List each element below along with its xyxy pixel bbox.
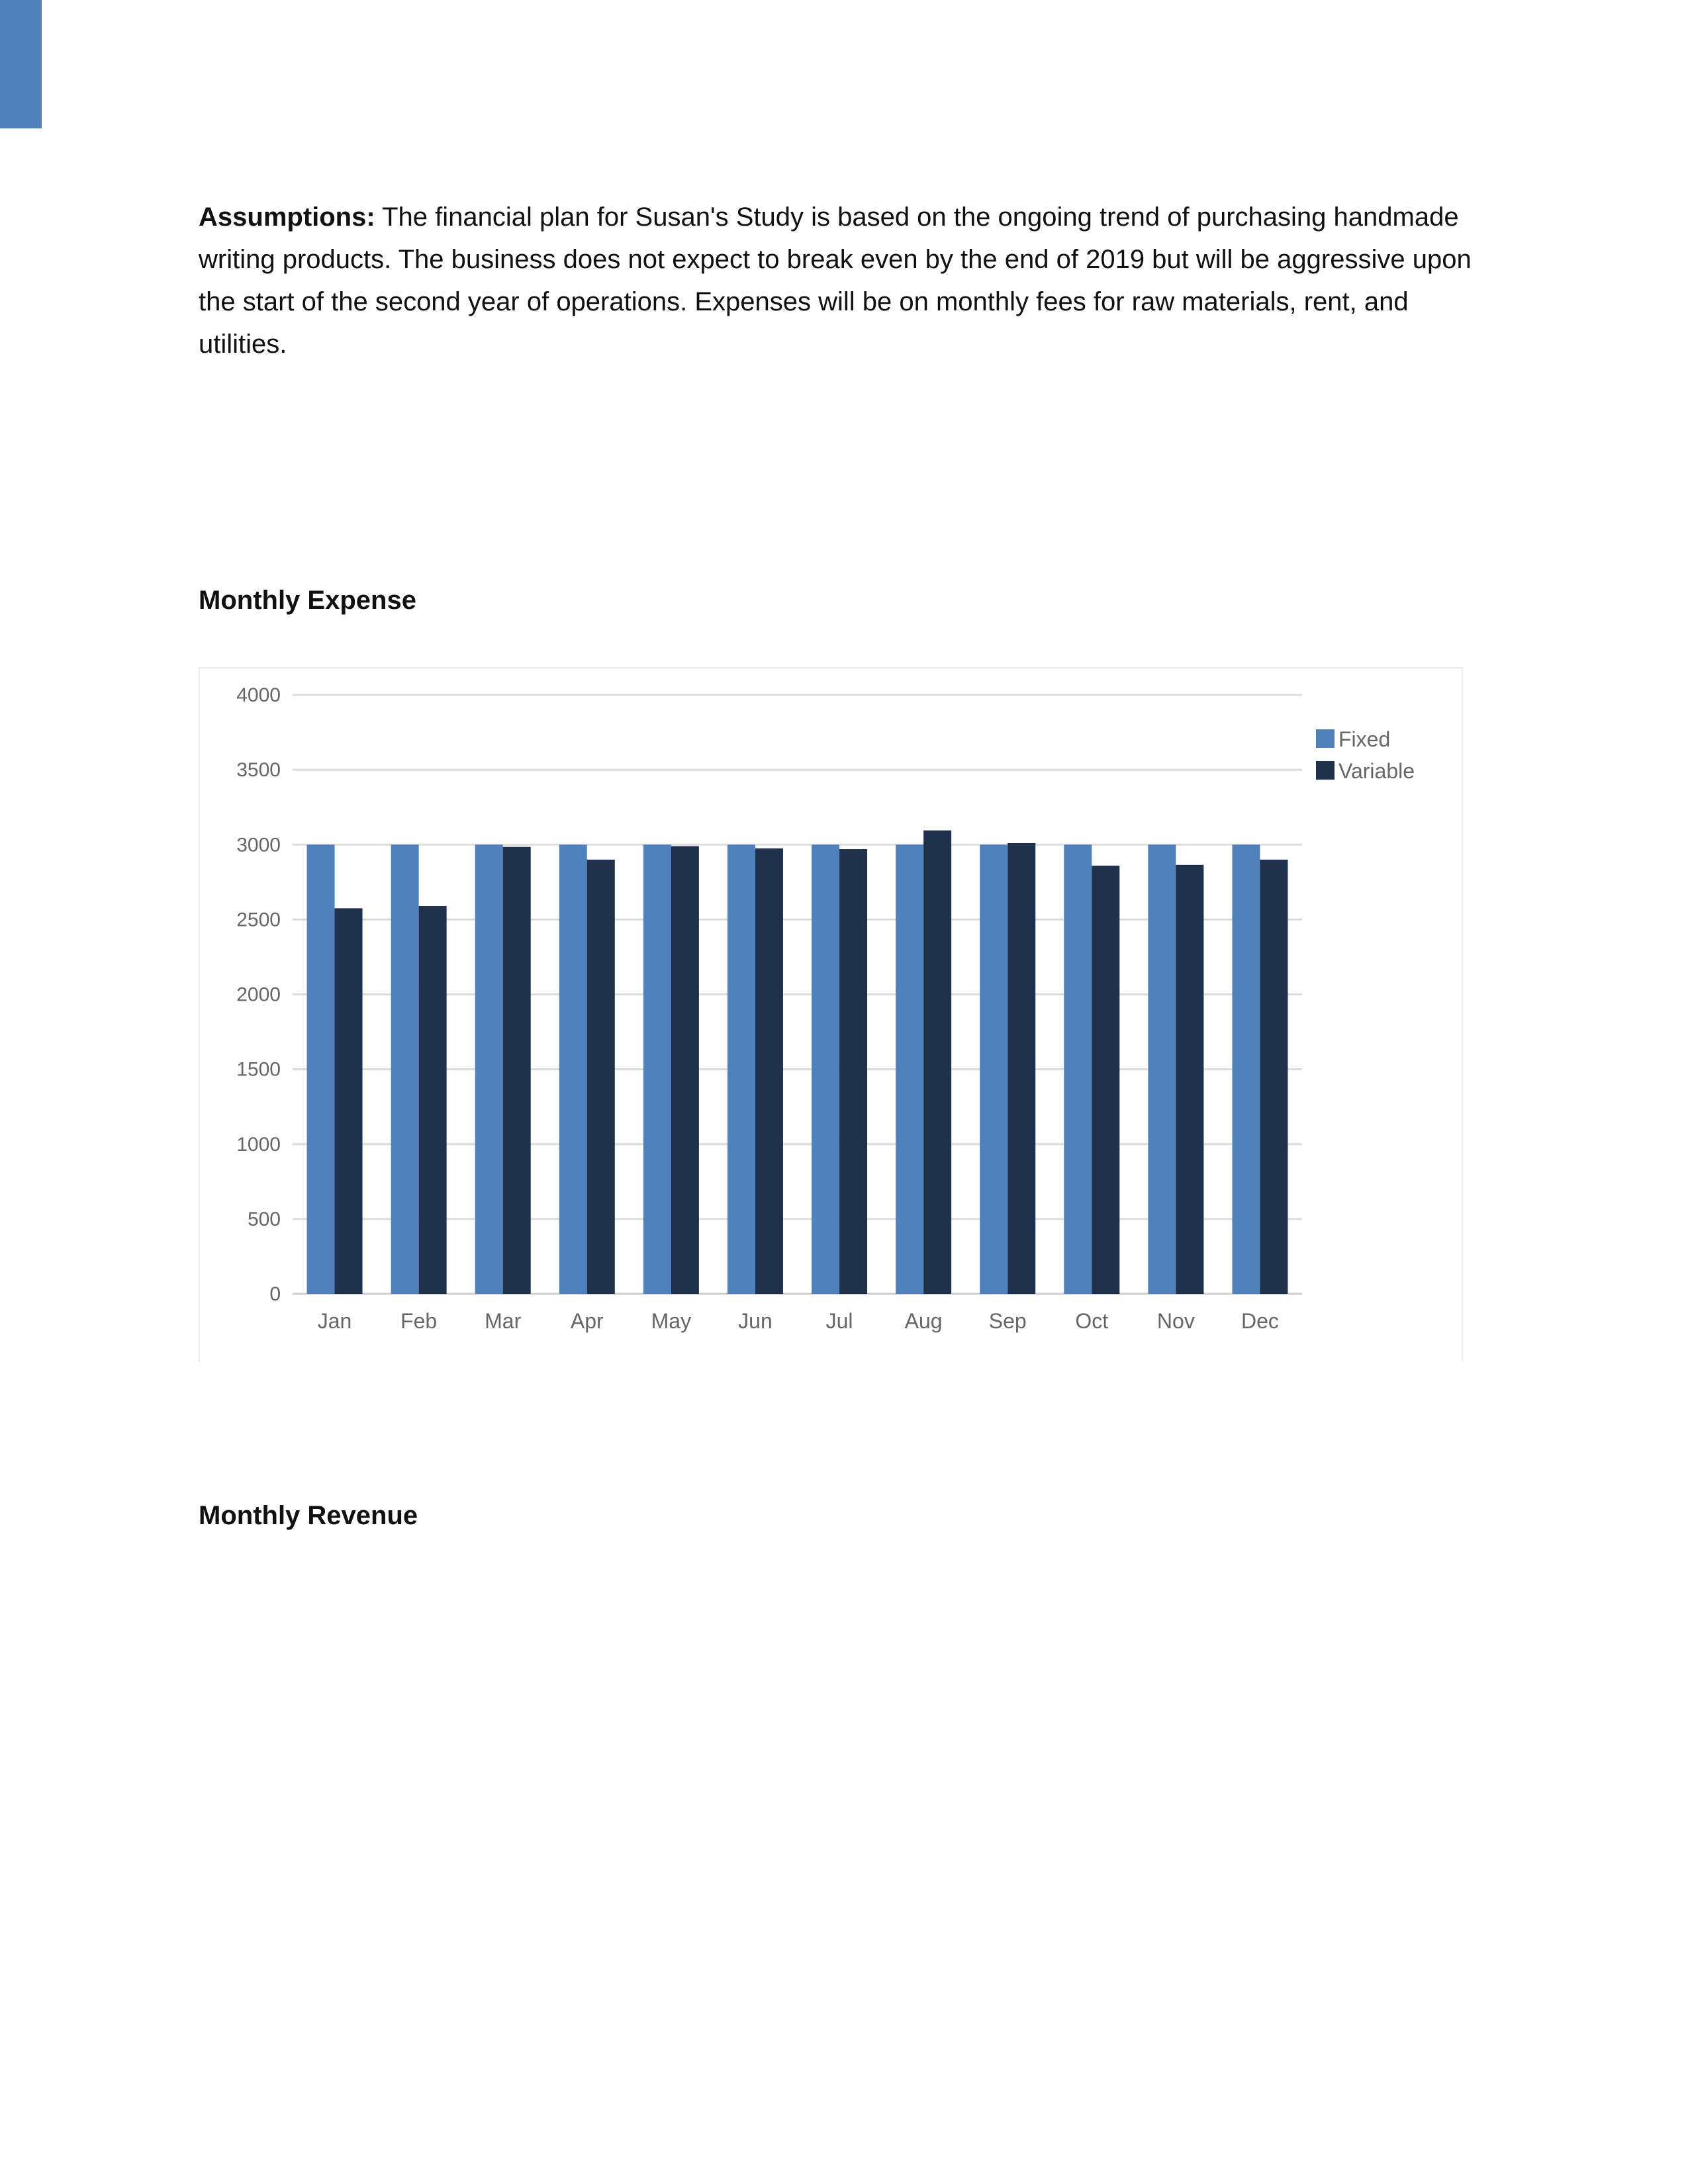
legend-swatch-fixed: [1316, 729, 1335, 748]
bar-fixed-jan: [307, 844, 335, 1294]
bar-fixed-sep: [980, 844, 1008, 1294]
x-tick-label: Jan: [317, 1309, 352, 1333]
y-tick-label: 2000: [236, 983, 281, 1006]
bar-variable-jul: [839, 849, 867, 1294]
heading-monthly-expense: Monthly Expense: [199, 586, 416, 615]
x-tick-label: Dec: [1241, 1309, 1279, 1333]
bar-variable-oct: [1092, 866, 1119, 1294]
x-tick-label: May: [651, 1309, 692, 1333]
bar-variable-dec: [1260, 860, 1288, 1294]
x-tick-label: Aug: [904, 1309, 943, 1333]
bar-variable-apr: [587, 860, 615, 1294]
bar-variable-sep: [1008, 843, 1035, 1294]
y-tick-label: 0: [269, 1283, 281, 1305]
legend-label-variable: Variable: [1338, 759, 1415, 783]
bar-variable-jun: [755, 848, 783, 1294]
assumptions-paragraph: [199, 196, 1489, 365]
x-tick-label: Feb: [400, 1309, 438, 1333]
bar-fixed-dec: [1232, 844, 1260, 1294]
y-tick-label: 3000: [236, 834, 281, 856]
bar-fixed-feb: [391, 844, 419, 1294]
y-tick-label: 3500: [236, 759, 281, 782]
legend-label-fixed: Fixed: [1338, 727, 1391, 751]
bars: [307, 831, 1288, 1294]
bar-fixed-nov: [1148, 844, 1176, 1294]
y-axis-ticks: [236, 684, 281, 1305]
bar-fixed-aug: [896, 844, 923, 1294]
bar-variable-mar: [503, 847, 531, 1294]
corner-accent-tab: [0, 0, 42, 128]
bar-fixed-mar: [475, 844, 503, 1294]
assumptions-text: The financial plan for Susan's Study is based on the ongoing trend of purchasing handmade writing products. The business does not expect to break even by the end of 2019 but will be aggressive upon the start of the second year of operations. Expenses will be on monthly fees for raw materials, rent, and utilities.: [199, 203, 1472, 359]
bar-fixed-jul: [812, 844, 839, 1294]
bar-variable-nov: [1176, 865, 1203, 1294]
legend-swatch-variable: [1316, 761, 1335, 780]
assumptions-label: Assumptions:: [199, 203, 375, 232]
x-tick-label: Jun: [738, 1309, 773, 1333]
monthly-expense-chart: [199, 667, 1463, 1362]
x-tick-label: Jul: [825, 1309, 853, 1333]
bar-variable-may: [671, 846, 699, 1294]
legend: [1316, 727, 1415, 783]
y-tick-label: 1500: [236, 1058, 281, 1081]
bar-fixed-may: [643, 844, 671, 1294]
bar-variable-feb: [419, 906, 447, 1294]
x-tick-label: Oct: [1075, 1309, 1109, 1333]
x-axis-ticks: [318, 1309, 1279, 1333]
y-tick-label: 4000: [236, 684, 281, 706]
x-tick-label: Mar: [485, 1309, 522, 1333]
y-tick-label: 1000: [236, 1133, 281, 1156]
y-tick-label: 500: [247, 1208, 281, 1230]
x-tick-label: Sep: [988, 1309, 1027, 1333]
bar-variable-aug: [923, 831, 951, 1294]
y-tick-label: 2500: [236, 909, 281, 931]
bar-variable-jan: [335, 908, 363, 1294]
heading-monthly-revenue: Monthly Revenue: [199, 1501, 418, 1530]
x-tick-label: Apr: [570, 1309, 604, 1333]
expense-chart-svg: [200, 668, 1462, 1363]
bar-fixed-apr: [559, 844, 587, 1294]
bar-fixed-jun: [727, 844, 755, 1294]
x-tick-label: Nov: [1156, 1309, 1195, 1333]
bar-fixed-oct: [1064, 844, 1092, 1294]
